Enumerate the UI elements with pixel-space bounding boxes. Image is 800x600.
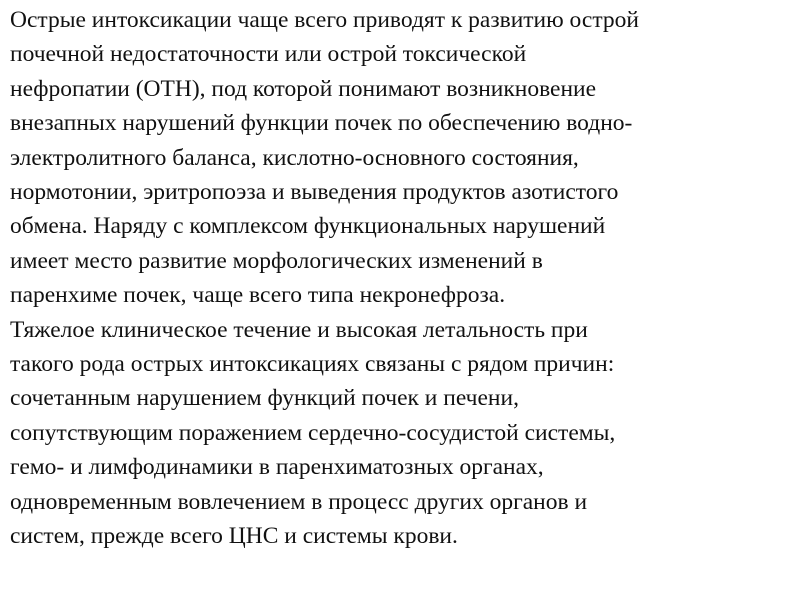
- text-line: гемо- и лимфодинамики в паренхиматозных органах,: [10, 454, 544, 481]
- text-line: Острые интоксикации чаще всего приводят к развитию острой: [10, 7, 639, 33]
- text-line: паренхиме почек, чаще всего типа некронефроза.: [10, 282, 506, 309]
- text-line: нефропатии (ОТН), под которой понимают возникновение: [10, 75, 597, 102]
- body-text: [10, 3, 795, 554]
- text-line: имеет место развитие морфологических изменений в: [10, 247, 543, 274]
- text-line: внезапных нарушений функции почек по обеспечению водно-: [10, 110, 633, 137]
- text-line: почечной недостаточности или острой токсической: [10, 41, 527, 68]
- text-line: обмена. Наряду с комплексом функциональных нарушений: [10, 213, 606, 240]
- text-line: сопутствующим поражением сердечно-сосудистой системы,: [10, 419, 616, 446]
- paragraph-1: [10, 3, 795, 313]
- text-line: такого рода острых интоксикациях связаны с рядом причин:: [10, 351, 615, 378]
- text-line: нормотонии, эритропоэза и выведения продуктов азотистого: [10, 179, 619, 206]
- text-line: систем, прежде всего ЦНС и системы крови.: [10, 523, 458, 550]
- text-line: одновременным вовлечением в процесс других органов и: [10, 488, 588, 515]
- paragraph-2: [10, 313, 795, 554]
- text-line: электролитного баланса, кислотно-основного состояния,: [10, 144, 579, 171]
- text-line: сочетанным нарушением функций почек и печени,: [10, 385, 519, 412]
- text-line: Тяжелое клиническое течение и высокая летальность при: [10, 316, 588, 343]
